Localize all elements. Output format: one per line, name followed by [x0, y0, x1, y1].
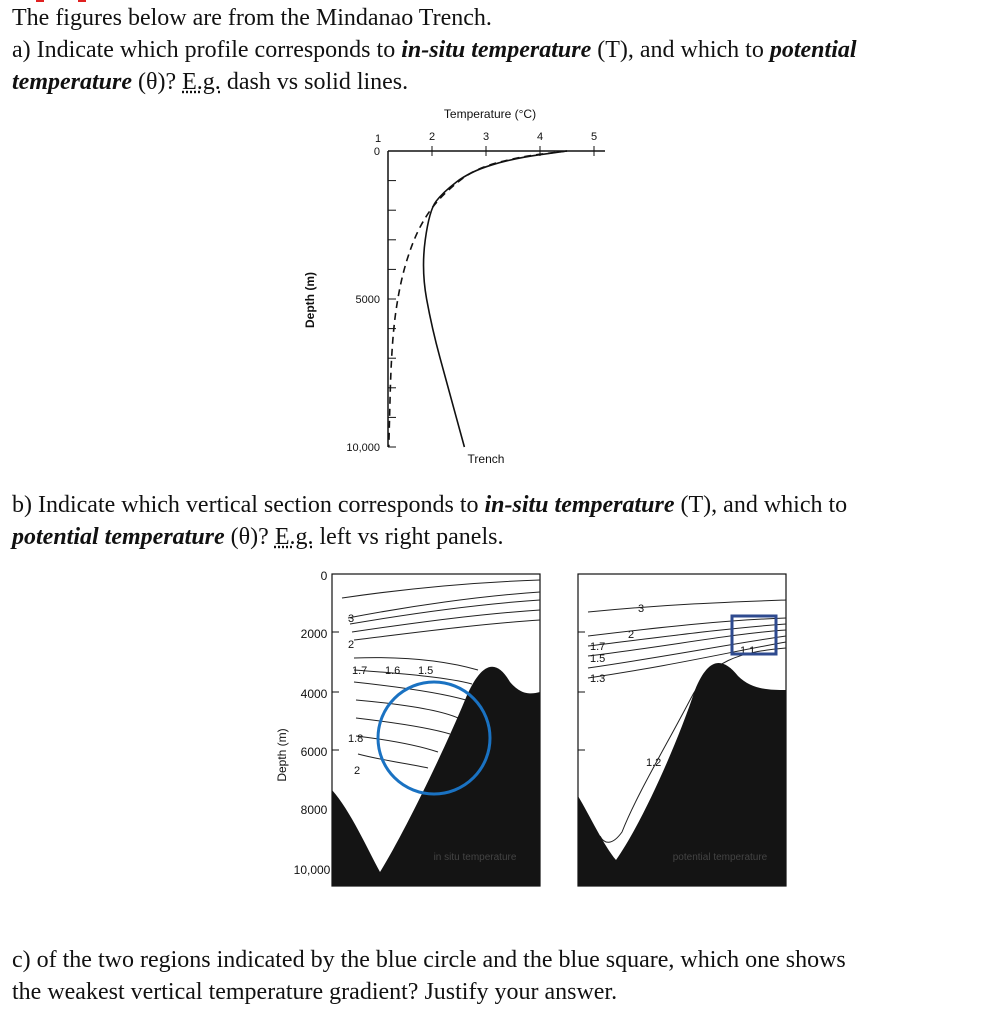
qa-suffix-2: dash vs solid lines. — [220, 69, 409, 95]
qb-insitu: in-situ temperature — [484, 492, 675, 518]
label-2: 2 — [348, 639, 355, 651]
depth-tick-4000: 4000 — [300, 687, 328, 701]
x-tick-label: 1 — [374, 133, 382, 145]
y-tick-labels — [346, 146, 380, 454]
qa-prefix: a) Indicate which profile corresponds to — [12, 37, 402, 63]
label-2b: 2 — [354, 765, 361, 777]
label-2-right: 2 — [628, 629, 635, 641]
x-tick-label: 5 — [590, 131, 598, 143]
qa-potential-2: temperature — [12, 69, 132, 95]
trench-label: Trench — [467, 452, 505, 466]
label-3-right: 3 — [638, 603, 645, 615]
sections-ylabel: Depth (m) — [275, 728, 289, 782]
profile-ylabel: Depth (m) — [303, 272, 317, 328]
profile-title: Temperature (°C) — [443, 107, 537, 121]
depth-tick-2000: 2000 — [300, 627, 328, 641]
qa-suffix-1: (θ)? — [132, 69, 183, 95]
qb-mid: (T), and which to — [674, 492, 848, 518]
y-tick-label: 5000 — [355, 294, 380, 306]
qa-insitu: in-situ temperature — [401, 37, 592, 63]
label-1-3-right: 1.3 — [590, 673, 606, 685]
qb-eg: E.g. — [274, 524, 314, 550]
qb-prefix: b) Indicate which vertical section corresponds to — [12, 492, 485, 518]
sections-figure — [270, 560, 810, 895]
depth-tick-0: 0 — [320, 569, 328, 583]
profile-chart — [300, 100, 630, 480]
qb-suffix-2: left vs right panels. — [313, 524, 504, 550]
label-3: 3 — [348, 613, 355, 625]
depth-tick-6000: 6000 — [300, 745, 328, 759]
label-1-1-right: 1.1 — [740, 645, 756, 657]
y-tick-label: 0 — [373, 146, 380, 158]
x-tick-label: 4 — [536, 131, 544, 143]
label-1-5-right: 1.5 — [590, 653, 606, 665]
dashed-profile-line — [389, 151, 567, 447]
solid-profile-line — [424, 151, 567, 447]
question-c — [12, 944, 992, 1008]
qa-potential-1: potential — [769, 37, 857, 63]
label-1-7-right: 1.7 — [590, 641, 606, 653]
depth-tick-10000: 10,000 — [293, 863, 331, 877]
label-1-6: 1.6 — [385, 665, 401, 677]
question-b — [12, 489, 992, 553]
x-tick-label: 2 — [428, 131, 436, 143]
qc-line1: c) of the two regions indicated by the blue circle and the blue square, which one shows — [12, 947, 846, 973]
qb-suffix-1: (θ)? — [224, 524, 275, 550]
x-tick-label: 3 — [482, 131, 490, 143]
qc-line2: the weakest vertical temperature gradient? Justify your answer. — [12, 979, 618, 1005]
qb-potential: potential temperature — [12, 524, 225, 550]
depth-tick-8000: 8000 — [300, 803, 328, 817]
y-tick-label: 10,000 — [346, 442, 380, 454]
left-watermark: in situ temperature — [433, 852, 517, 863]
label-1-5: 1.5 — [418, 665, 434, 677]
label-1-2-right: 1.2 — [646, 757, 662, 769]
question-a — [12, 34, 992, 98]
label-1-8: 1.8 — [348, 733, 364, 745]
right-watermark: potential temperature — [672, 852, 768, 863]
qa-eg: E.g. — [182, 69, 221, 95]
qa-mid: (T), and which to — [591, 37, 770, 63]
left-section-panel — [332, 574, 540, 886]
left-depth-ticks — [294, 569, 331, 877]
right-section-panel — [578, 574, 786, 886]
label-1-7: 1.7 — [352, 665, 368, 677]
header-text: The figures below are from the Mindanao Trench. — [12, 5, 492, 31]
